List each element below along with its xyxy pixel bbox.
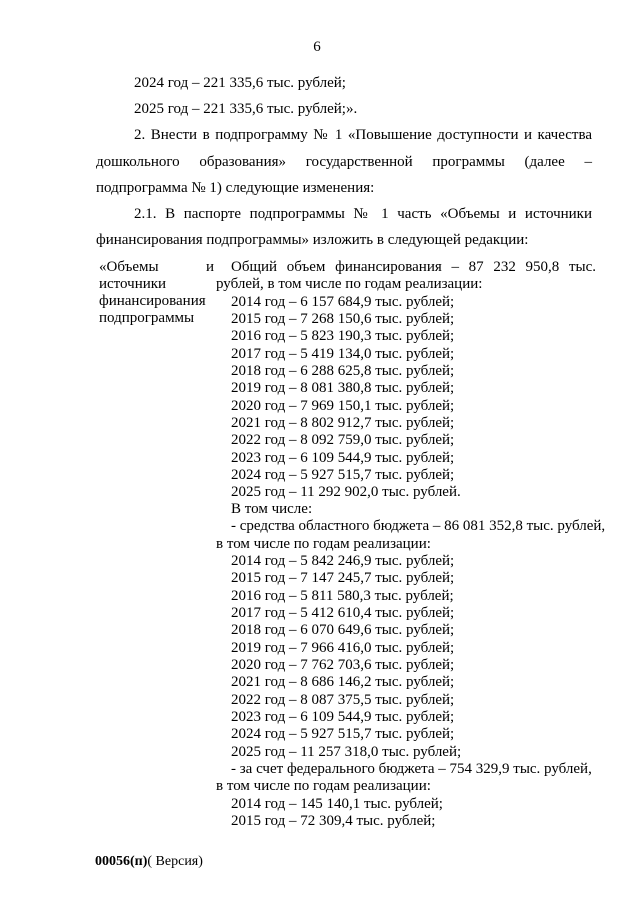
paragraph-2-1-line-2: финансирования подпрограммы» изложить в следующей редакции: — [96, 232, 529, 248]
regional-year-2019: 2019 год – 7 966 416,0 тыс. рублей; — [231, 640, 455, 656]
including-heading: В том числе: — [231, 501, 313, 517]
intro-line-2024: 2024 год – 221 335,6 тыс. рублей; — [134, 75, 346, 91]
total-year-2022: 2022 год – 8 092 759,0 тыс. рублей; — [231, 432, 455, 448]
total-year-2024: 2024 год – 5 927 515,7 тыс. рублей; — [231, 467, 455, 483]
total-year-2015: 2015 год – 7 268 150,6 тыс. рублей; — [231, 311, 455, 327]
left-cell-line-4: подпрограммы — [99, 310, 195, 326]
regional-year-2015: 2015 год – 7 147 245,7 тыс. рублей; — [231, 570, 455, 586]
regional-year-2021: 2021 год – 8 686 146,2 тыс. рублей; — [231, 674, 455, 690]
total-year-2025: 2025 год – 11 292 902,0 тыс. рублей. — [231, 484, 461, 500]
paragraph-2-1-line-1: 2.1. В паспорте подпрограммы № 1 часть «Объемы и источники — [134, 206, 592, 222]
paragraph-2-line-2: дошкольного образования» государственной программы (далее – — [96, 154, 592, 170]
total-year-2018: 2018 год – 6 288 625,8 тыс. рублей; — [231, 363, 455, 379]
paragraph-2-line-3: подпрограмма № 1) следующие изменения: — [96, 180, 375, 196]
federal-year-2015: 2015 год – 72 309,4 тыс. рублей; — [231, 813, 436, 829]
federal-budget-line-2: в том числе по годам реализации: — [216, 778, 431, 794]
regional-year-2022: 2022 год – 8 087 375,5 тыс. рублей; — [231, 692, 455, 708]
paragraph-2-line-1: 2. Внести в подпрограмму № 1 «Повышение доступности и качества — [134, 127, 592, 143]
regional-year-2017: 2017 год – 5 412 610,4 тыс. рублей; — [231, 605, 455, 621]
total-funding-line-1: Общий объем финансирования – 87 232 950,8 тыс. — [231, 259, 596, 275]
document-footer — [95, 853, 203, 870]
total-year-2014: 2014 год – 6 157 684,9 тыс. рублей; — [231, 294, 455, 310]
federal-year-2014: 2014 год – 145 140,1 тыс. рублей; — [231, 796, 443, 812]
total-year-2017: 2017 год – 5 419 134,0 тыс. рублей; — [231, 346, 455, 362]
left-cell-line-1 — [99, 259, 214, 276]
total-funding-line-2: рублей, в том числе по годам реализации: — [216, 276, 483, 292]
page-number: 6 — [313, 39, 321, 55]
regional-budget-line-2: в том числе по годам реализации: — [216, 536, 431, 552]
left-cell-line-3: финансирования — [99, 293, 206, 309]
regional-year-2024: 2024 год – 5 927 515,7 тыс. рублей; — [231, 726, 455, 742]
footer-version: ( Версия) — [147, 854, 203, 869]
intro-line-2025: 2025 год – 221 335,6 тыс. рублей;». — [134, 101, 358, 117]
regional-year-2018: 2018 год – 6 070 649,6 тыс. рублей; — [231, 622, 455, 638]
left-cell-line-2: источники — [99, 276, 167, 292]
footer-code: 00056(п) — [95, 854, 148, 869]
regional-budget-line-1: - средства областного бюджета – 86 081 352,8 тыс. рублей, — [231, 518, 606, 534]
regional-year-2014: 2014 год – 5 842 246,9 тыс. рублей; — [231, 553, 455, 569]
left-cell-word-and: и — [205, 259, 214, 275]
total-year-2021: 2021 год – 8 802 912,7 тыс. рублей; — [231, 415, 455, 431]
table-left-cell — [99, 259, 214, 327]
regional-year-2025: 2025 год – 11 257 318,0 тыс. рублей; — [231, 744, 462, 760]
total-year-2016: 2016 год – 5 823 190,3 тыс. рублей; — [231, 328, 455, 344]
total-year-2019: 2019 год – 8 081 380,8 тыс. рублей; — [231, 380, 455, 396]
regional-year-2023: 2023 год – 6 109 544,9 тыс. рублей; — [231, 709, 455, 725]
regional-year-2016: 2016 год – 5 811 580,3 тыс. рублей; — [231, 588, 454, 604]
total-year-2023: 2023 год – 6 109 544,9 тыс. рублей; — [231, 450, 455, 466]
left-cell-word-volumes: «Объемы — [99, 259, 159, 275]
regional-year-2020: 2020 год – 7 762 703,6 тыс. рублей; — [231, 657, 455, 673]
federal-budget-line-1: - за счет федерального бюджета – 754 329,9 тыс. рублей, — [231, 761, 592, 777]
total-year-2020: 2020 год – 7 969 150,1 тыс. рублей; — [231, 398, 455, 414]
